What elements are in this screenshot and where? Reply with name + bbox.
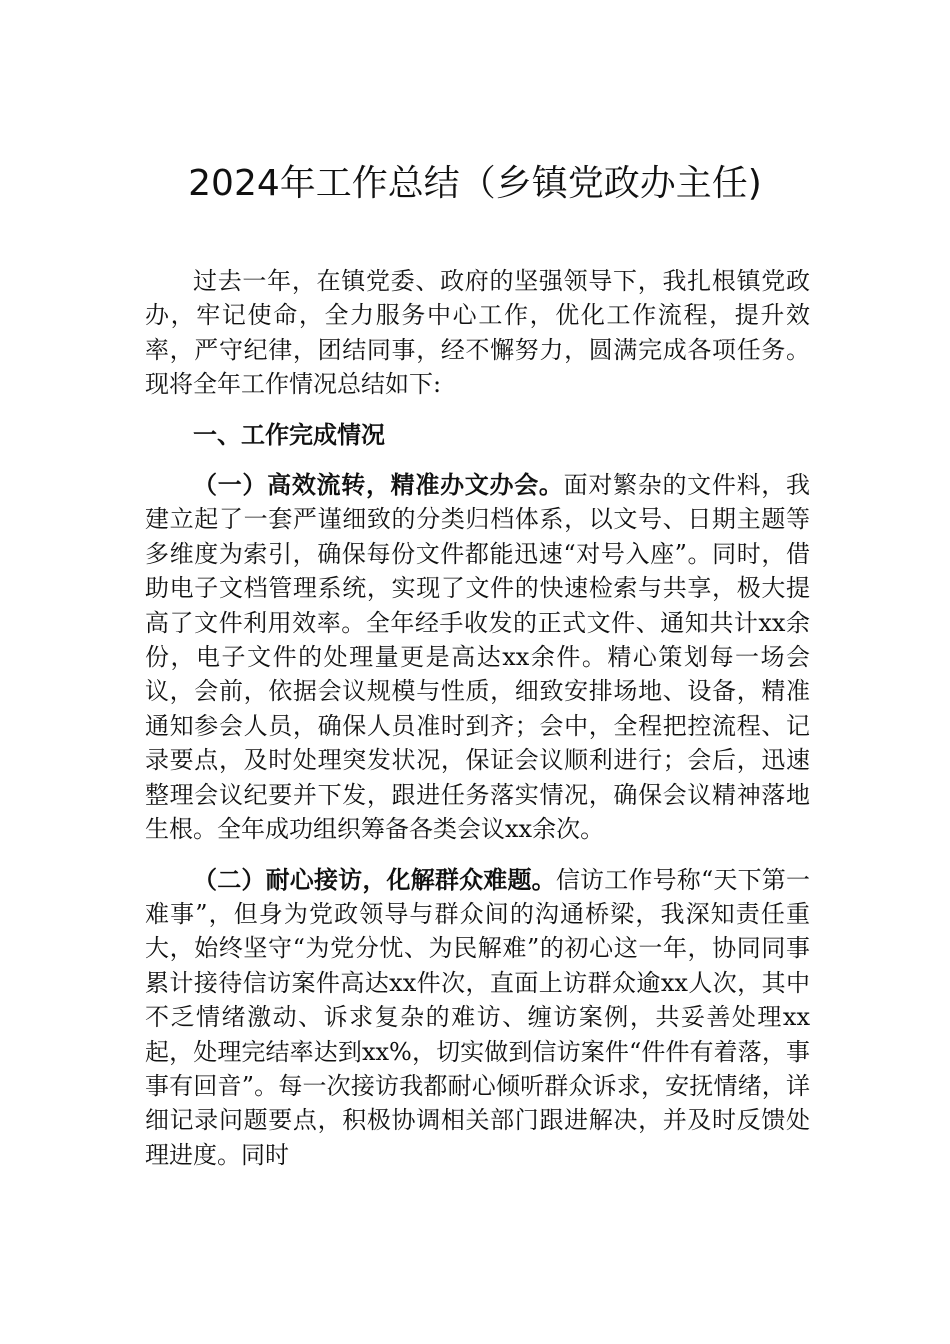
section-heading: 一、工作完成情况 xyxy=(193,420,385,449)
item-body-2: 信访工作号称“天下第一难事”，但身为党政领导与群众间的沟通桥梁，我深知责任重大，始终坚守“为党分忧、为民解难”的初心这一年，协同同事累计接待信访案件高达xx件次，直面上访群众逾xx人次，其中不乏情绪激动、诉求复杂的难访、缠访案例，共妥善处理xx起，处理完结率达到xx%，切实做到信访案件“件件有着落，事事有回音”。每一次接访我都耐心倾听群众诉求，安抚情绪，详细记录问题要点，积极协调相关部门跟进解决，并及时反馈处理进度。同时 xyxy=(145,865,811,1169)
item-body-1: 面对繁杂的文件料，我建立起了一套严谨细致的分类归档体系，以文号、日期主题等多维度为索引，确保每份文件都能迅速“对号入座”。同时，借助电子文档管理系统，实现了文件的快速检索与共享，极大提高了文件利用效率。全年经手收发的正式文件、通知共计xx余份，电子文件的处理量更是高达xx余件。精心策划每一场会议，会前，依据会议规模与性质，细致安排场地、设备，精准通知参会人员，确保人员准时到齐；会中，全程把控流程、记录要点，及时处理突发状况，保证会议顺利进行；会后，迅速整理会议纪要并下发，跟进任务落实情况，确保会议精神落地生根。全年成功组织筹备各类会议xx余次。 xyxy=(145,471,810,844)
item-paragraph-2 xyxy=(145,863,810,1173)
intro-paragraph: 过去一年，在镇党委、政府的坚强领导下，我扎根镇党政办，牢记使命，全力服务中心工作，优化工作流程，提升效率，严守纪律，团结同事，经不懈努力，圆满完成各项任务。现将全年工作情况总结如下: xyxy=(145,267,810,399)
item-lead-1: （一）高效流转，精准办文办会。 xyxy=(193,471,564,500)
item-paragraph-1 xyxy=(145,468,810,846)
document-title: 2024年工作总结（乡镇党政办主任) xyxy=(188,163,762,204)
item-lead-2: （二）耐心接访，化解群众难题。 xyxy=(193,865,556,894)
document-body xyxy=(145,264,810,1188)
